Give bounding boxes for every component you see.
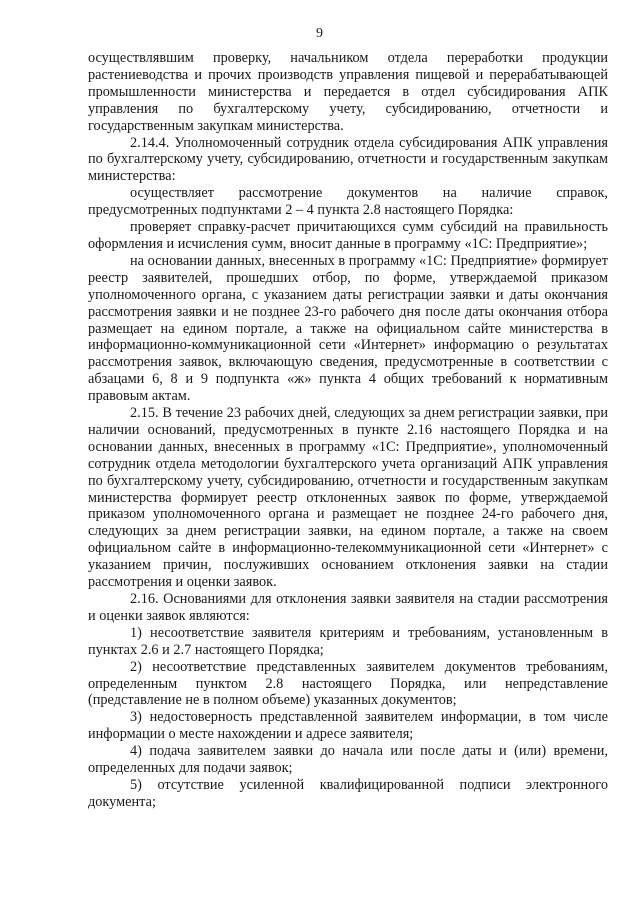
page-number: 9 [316, 26, 323, 41]
paragraph: осуществляет рассмотрение документов на наличие справок, предусмотренных подпунктами 2 – 4 пункта 2.8 настоящего Порядка: [88, 185, 608, 219]
paragraph: осуществлявшим проверку, начальником отдела переработки продукции растениеводства и прочих производств управления пищевой и перерабатывающей промышленности министерства и передается в отдел субсидирования АПК управления по бухгалтерскому учету, субсидированию, отчетности и государственным закупкам министерства. [88, 50, 608, 134]
paragraph: 2.16. Основаниями для отклонения заявки заявителя на стадии рассмотрения и оценки заявок являются: [88, 591, 608, 624]
paragraph: проверяет справку-расчет причитающихся сумм субсидий на правильность оформления и исчисления сумм, вносит данные в программу «1С: Предприятие»; [88, 219, 608, 252]
paragraph: 2.14.4. Уполномоченный сотрудник отдела субсидирования АПК управления по бухгалтерскому учету, субсидированию, отчетности и государственным закупкам министерства: [88, 134, 608, 185]
list-item: 2) несоответствие представленных заявителем документов требованиям, определенным пунктом 2.8 настоящего Порядка, или непредставление (представление не в полном объеме) указанных документов; [88, 658, 608, 709]
document-body [88, 50, 608, 811]
paragraph: на основании данных, внесенных в программу «1С: Предприятие» формирует реестр заявителей, прошедших отбор, по форме, утверждаемой приказом уполномоченного органа, с указанием даты регистрации заявки и даты окончания рассмотрения заявки и не позднее 23-го рабочего дня после даты окончания отбора размещает на едином портале, а также на официальном сайте министерства в информационно-коммуникационной сети «Интернет» информацию о результатах рассмотрения заявок, включающую сведения, предусмотренные в соответствии с абзацами 6, 8 и 9 подпункта «ж» пункта 4 общих требований к нормативным правовым актам. [88, 252, 608, 405]
list-item: 3) недостоверность представленной заявителем информации, в том числе информации о месте нахождении и адресе заявителя; [88, 709, 608, 743]
list-item: 1) несоответствие заявителя критериям и требованиям, установленным в пунктах 2.6 и 2.7 настоящего Порядка; [88, 624, 608, 658]
list-item: 5) отсутствие усиленной квалифицированной подписи электронного документа; [88, 776, 608, 810]
list-item: 4) подача заявителем заявки до начала или после даты и (или) времени, определенных для подачи заявок; [88, 743, 608, 777]
paragraph: 2.15. В течение 23 рабочих дней, следующих за днем регистрации заявки, при наличии оснований, предусмотренных в пункте 2.16 настоящего Порядка и на основании данных, внесенных в программу «1С: Предприятие», уполномоченный сотрудник отдела методологии бухгалтерского учета организаций АПК управления по бухгалтерскому учету, субсидированию, отчетности и государственным закупкам министерства формирует реестр отклоненных заявок по форме, утверждаемой приказом уполномоченного органа и размещает не позднее 24-го рабочего дня, следующих за днем регистрации заявки, на едином портале, а также на своем официальном сайте в информационно-телекоммуникационной сети «Интернет» с указанием причин, послуживших основанием отклонения заявки на стадии рассмотрения и оценки заявок. [88, 405, 608, 591]
